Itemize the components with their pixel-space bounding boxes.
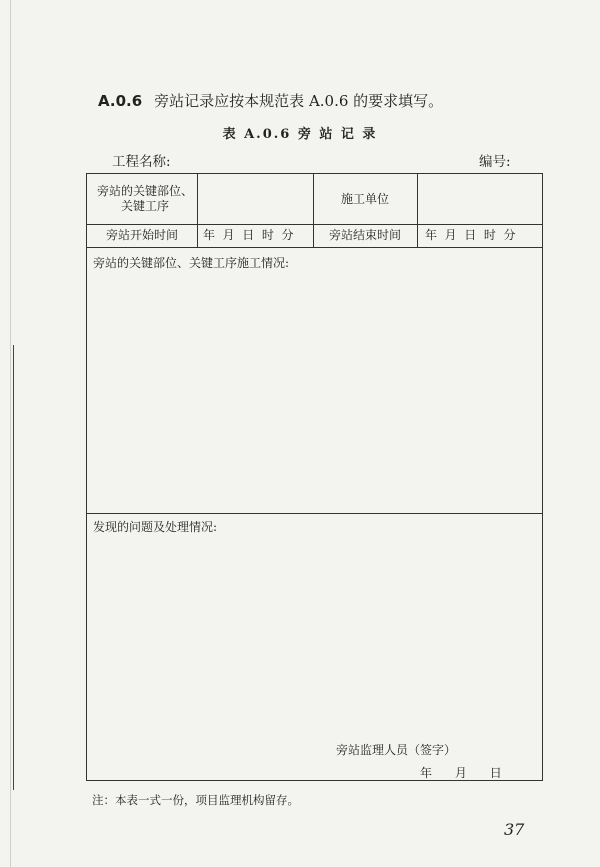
row-divider (87, 247, 542, 248)
clause-a-0-6 (98, 90, 443, 111)
key-part-label (97, 184, 193, 214)
end-time-value[interactable]: 年 月 日 时 分 (425, 228, 516, 242)
problems-label: 发现的问题及处理情况: (93, 520, 218, 534)
col-divider (417, 224, 418, 247)
project-name-label: 工程名称: (112, 154, 171, 170)
page-edge-mark (0, 345, 14, 790)
page-number: 37 (504, 820, 525, 839)
start-time-value[interactable]: 年 月 日 时 分 (203, 228, 294, 242)
footnote: 注：本表一式一份，项目监理机构留存。 (92, 793, 299, 807)
problems-area[interactable] (87, 538, 544, 738)
key-part-label-line1: 旁站的关键部位、 (97, 184, 194, 198)
side-station-record-form (86, 173, 543, 781)
construction-unit-label: 施工单位 (340, 192, 389, 206)
supervisor-signature-label[interactable]: 旁站监理人员（签字） (336, 743, 457, 757)
clause-text: 旁站记录应按本规范表 A.0.6 的要求填写。 (154, 92, 444, 110)
table-title: 表 A.0.6 旁 站 记 录 (222, 127, 378, 142)
serial-number-label: 编号: (479, 154, 511, 170)
row-divider (87, 513, 542, 514)
col-divider (197, 224, 198, 247)
construction-situation-label: 旁站的关键部位、关键工序施工情况: (93, 256, 290, 270)
end-time-label: 旁站结束时间 (328, 228, 401, 242)
start-time-label: 旁站开始时间 (105, 228, 178, 242)
construction-unit-value[interactable] (417, 174, 544, 224)
row-divider (87, 224, 542, 225)
construction-situation-area[interactable] (87, 274, 544, 512)
key-part-value[interactable] (197, 174, 313, 224)
signature-date[interactable]: 年 月 日 (420, 766, 502, 780)
clause-number: A.0.6 (98, 92, 143, 110)
key-part-label-line2: 关键工序 (121, 199, 170, 213)
